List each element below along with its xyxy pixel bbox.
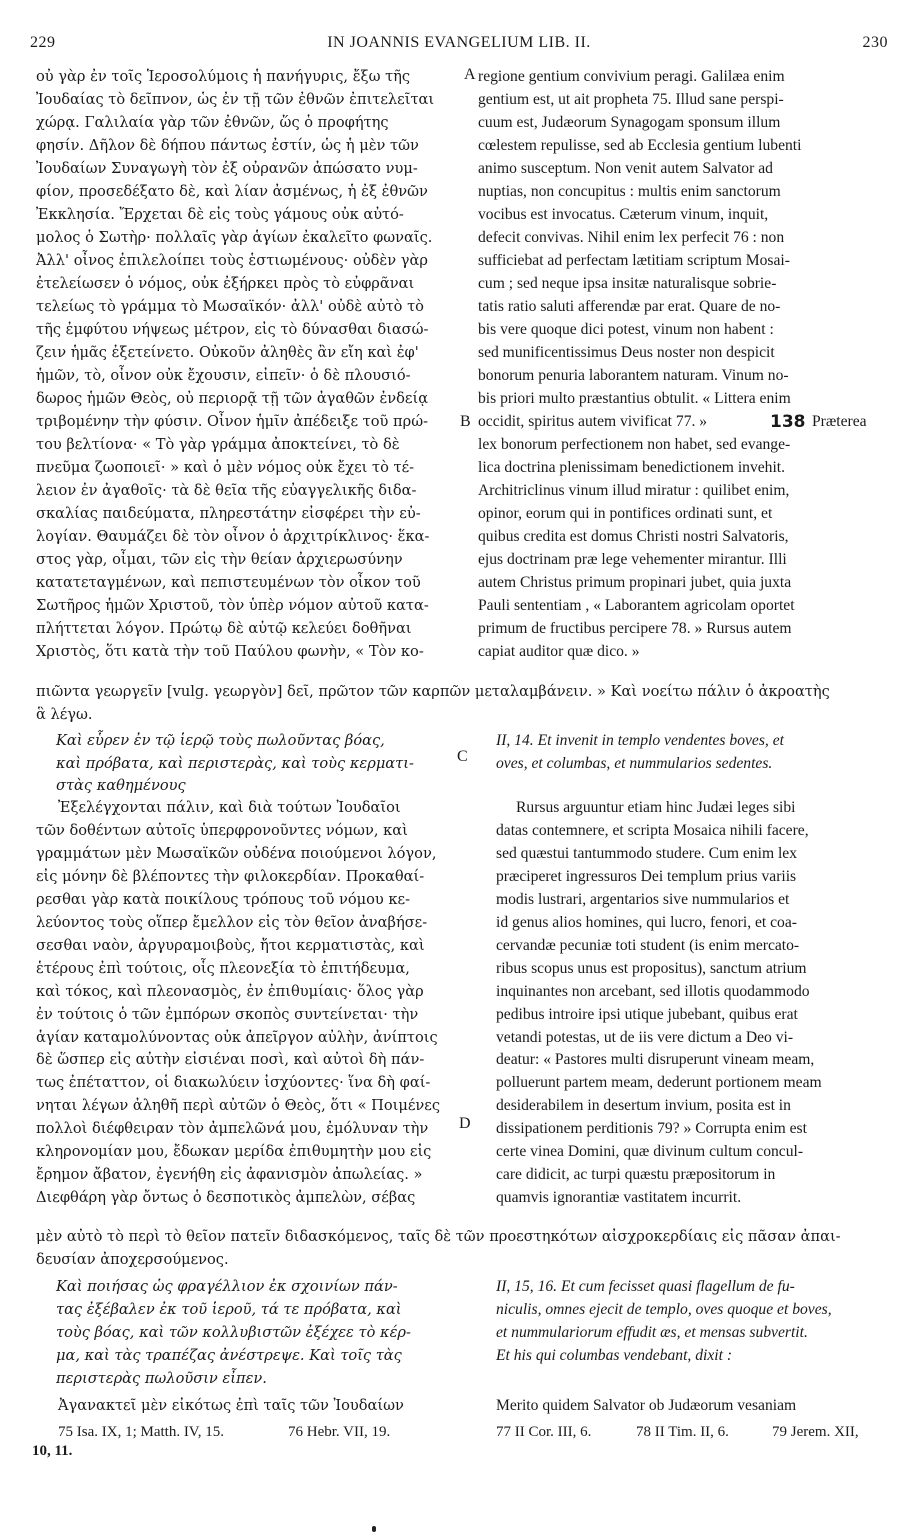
greek-lemma-line: στὰς καθημένους bbox=[56, 777, 186, 794]
greek-text-line: Ἐξελέγχονται πάλιν, καὶ διὰ τούτων Ἰουδαῖοι bbox=[58, 799, 401, 816]
latin-text-line: cœlestem repulisse, sed ab Ecclesia gentium lubenti bbox=[478, 137, 802, 154]
greek-text-line: Ἰουδαίων Συναγωγὴ τὸν ἐξ οὐρανῶν ἀπώσατο νυμ- bbox=[36, 160, 418, 177]
latin-text-line: bis priori multo præstantius obtulit. « Littera enim bbox=[478, 390, 791, 407]
footnote-78: 78 II Tim. II, 6. bbox=[636, 1424, 729, 1440]
greek-lemma-line: τοὺς βόας, καὶ τῶν κολλυβιστῶν ἐξέχεε τὸ κέρ- bbox=[56, 1324, 411, 1341]
greek-text-line: Ἀλλ' οἶνος ἐπιλελοίπει τοὺς ἑστιωμένους· οὐδὲν γὰρ bbox=[36, 252, 428, 269]
margin-letter-a: A bbox=[464, 66, 476, 83]
latin-text-line: regione gentium convivium peragi. Galilæa enim bbox=[478, 68, 785, 85]
latin-text-line: datas contemnere, et scripta Mosaica nihili facere, bbox=[496, 821, 809, 839]
greek-lemma-line: μα, καὶ τὰς τραπέζας ἀνέστρεψε. Καὶ τοῖς τὰς bbox=[56, 1347, 402, 1364]
greek-text-line: ἡμῶν, τὸ, οἶνον οὐκ ἔχουσιν, εἰπεῖν· ὁ δὲ πλουσιό- bbox=[36, 367, 411, 384]
latin-text-line: sufficiebat ad perfectam lætitiam scriptum Mosai- bbox=[478, 252, 790, 269]
latin-lemma-line: Et his qui columbas vendebant, dixit : bbox=[496, 1347, 733, 1364]
latin-text-line: cuum est, Judæorum Synagogam sponsum illum bbox=[478, 114, 781, 131]
greek-text-line: τως ἐπέταττον, οἱ διακωλύειν ἰσχύοντες· ἵνα δὴ φαί- bbox=[36, 1074, 431, 1092]
greek-text-line: πλήττεται λόγον. Πρώτῳ δὲ αὐτῷ κελεύει δοθῆναι bbox=[36, 620, 412, 637]
greek-text-line: μολος ὁ Σωτὴρ· πολλαῖς γὰρ ἁγίων ἐκαλεῖτο φωναῖς. bbox=[36, 229, 433, 246]
latin-text-line: bis vere quoque dici potest, vinum non habent : bbox=[478, 321, 774, 338]
latin-text-line: sed quæstui tantummodo studere. Cum enim lex bbox=[496, 844, 798, 862]
greek-text-line: λογίαν. Θαυμάζει δὲ τὸν οἶνον ὁ ἀρχιτρίκλινος· ἕκα- bbox=[36, 528, 430, 545]
latin-text-line: vocibus est invocatus. Cæterum vinum, inquit, bbox=[478, 206, 769, 223]
greek-text-line: του βελτίονα· « Τὸ γὰρ γράμμα ἀποκτείνει, τὸ δὲ bbox=[36, 436, 400, 453]
latin-text-line: primum de fructibus percipere 78. » Rursus autem bbox=[478, 620, 792, 637]
footnote-75: 75 Isa. IX, 1; Matth. IV, 15. bbox=[58, 1424, 224, 1440]
latin-text-line: care didicit, ac turpi quæstu præpositorum in bbox=[496, 1166, 776, 1184]
latin-text-line: deatur: « Pastores multi disruperunt vineam meam, bbox=[496, 1051, 815, 1069]
greek-text-line: κληρονομίαν μου, ἔδωκαν μερίδα ἐπιθυμητὴν μου εἰς bbox=[36, 1143, 432, 1161]
latin-text-line: polluerunt partem meam, dederunt portionem meam bbox=[496, 1074, 822, 1092]
running-title: IN JOANNIS EVANGELIUM LIB. II. bbox=[327, 34, 591, 51]
greek-text-line: λειον ἐν ἀγαθοῖς· τὰ δὲ θεῖα τῆς εὐαγγελικῆς διδα- bbox=[36, 482, 417, 499]
latin-text-line: dissipationem perditionis 79? » Corrupta enim est bbox=[496, 1120, 807, 1138]
greek-text-line: Ἐκκλησία. Ἔρχεται δὲ εἰς τοὺς γάμους οὐκ αὐτό- bbox=[36, 206, 404, 223]
latin-text-line: cum ; sed neque ipsa insitæ naturalisque sobrie- bbox=[478, 275, 777, 292]
greek-text-line: ρεσθαι γὰρ κατὰ ποικίλους τρόπους τοῦ νόμου κε- bbox=[36, 890, 411, 908]
ink-speck bbox=[372, 1526, 376, 1532]
latin-text-line: vetandi potestas, ut de iis vere dictum a Deo vi- bbox=[496, 1028, 794, 1046]
footnote-79: 79 Jerem. XII, bbox=[772, 1424, 859, 1440]
greek-text-line: οὐ γὰρ ἐν τοῖς Ἱεροσολύμοις ἡ πανήγυρις, ἔξω τῆς bbox=[36, 68, 411, 85]
greek-last-line: Ἀγανακτεῖ μὲν εἰκότως ἐπὶ ταῖς τῶν Ἰουδαίων bbox=[58, 1397, 404, 1414]
latin-text-line: opinor, eorum qui in pontifices ordinati sunt, et bbox=[478, 505, 773, 522]
greek-lemma-line: Καὶ ποιήσας ὡς φραγέλλιον ἐκ σχοινίων πάν- bbox=[56, 1278, 398, 1295]
latin-text-line: nuptias, non concupitus : multis enim sanctorum bbox=[478, 183, 781, 200]
latin-text-line: autem Christus primum propinari jubet, quia juxta bbox=[478, 574, 792, 591]
latin-text-line: animo susceptum. Non venit autem Salvator ad bbox=[478, 160, 773, 177]
greek-text-line: πνεῦμα ζωοποιεῖ· » καὶ ὁ μὲν νόμος οὐκ ἔχει τὸ τέ- bbox=[36, 459, 415, 476]
latin-text-line: defecit convivas. Nihil enim lex perfecit 76 : non bbox=[478, 229, 785, 246]
greek-text-line: σκαλίας παιδεύματα, πληρεστάτην εἰσφέρει τὴν εὐ- bbox=[36, 505, 421, 522]
latin-text-line: quibus credita est domus Christi nostri Salvatoris, bbox=[478, 528, 789, 545]
margin-letter-c: C bbox=[457, 748, 468, 765]
greek-text-line: Διεφθάρη γὰρ ὄντως ὁ δεσποτικὸς ἀμπελὼν, σέβας bbox=[36, 1189, 416, 1207]
latin-text-line: certe vinea Domini, quæ divinum cultum concul- bbox=[496, 1143, 804, 1161]
page-number-left: 229 bbox=[30, 34, 56, 51]
latin-lemma-line: II, 14. Et invenit in templo vendentes boves, et bbox=[496, 732, 784, 749]
latin-lemma-line: et nummulariorum effudit æs, et mensas subvertit. bbox=[496, 1324, 808, 1341]
greek-text-line: τῆς ἐμφύτου νήψεως μέτρον, εἰς τὸ δύνασθαι διασώ- bbox=[36, 321, 429, 338]
greek-spanning-line-end: ἃ λέγω. bbox=[36, 706, 93, 723]
latin-lemma-line: oves, et columbas, et nummularios sedentes. bbox=[496, 754, 773, 772]
latin-last-line: Merito quidem Salvator ob Judæorum vesaniam bbox=[496, 1397, 797, 1414]
greek-text-line: νηται λέγων ἀληθῆ περὶ αὐτῶν ὁ Θεὸς, ὅτι « Ποιμένες bbox=[36, 1097, 441, 1115]
greek-text-line: δὲ ὥσπερ εἰς αὐτὴν εἰσιέναι ποσὶ, καὶ αὐτοὶ δὴ πάν- bbox=[36, 1051, 425, 1069]
latin-text-line: Præterea bbox=[812, 413, 867, 430]
latin-text-line: lica doctrina plenissimam benedictionem invehit. bbox=[478, 459, 786, 476]
latin-text-line: quamvis ignorantiæ vastitatem incurrit. bbox=[496, 1189, 742, 1207]
latin-text-line: sed munificentissimus Deus noster non despicit bbox=[478, 344, 775, 361]
greek-text-line: ἐτελείωσεν ὁ νόμος, οὐκ ἐξήρκει πρὸς τὸ εὐφρᾶναι bbox=[36, 275, 415, 292]
column-number: 138 bbox=[770, 412, 806, 432]
footnote-continued: 10, 11. bbox=[32, 1443, 73, 1459]
greek-text-line: χώρᾳ. Γαλιλαία γὰρ τῶν ἐθνῶν, ὥς ὁ προφήτης bbox=[36, 114, 389, 131]
greek-text-line: ζειν ἡμᾶς ἐξετείνετο. Οὐκοῦν ἀληθὲς ἂν εἴη καὶ ἐφ' bbox=[36, 344, 419, 361]
latin-text-line: occidit, spiritus autem vivificat 77. » bbox=[478, 413, 708, 430]
latin-text-line: gentium est, ut ait propheta 75. Illud sane perspi- bbox=[478, 91, 784, 108]
greek-text-line: Χριστὸς, ὅτι κατὰ τὴν τοῦ Παύλου φωνὴν, « Τὸν κο- bbox=[36, 643, 424, 660]
greek-lemma-line: τας ἐξέβαλεν ἐκ τοῦ ἱεροῦ, τά τε πρόβατα, καὶ bbox=[56, 1301, 402, 1318]
greek-text-line: λεύοντος τοὺς οἵπερ ἔμελλον εἰς τὸν θεῖον ἀναβήσε- bbox=[36, 913, 428, 931]
latin-text-line: præciperet ingressuros Dei templum prius variis bbox=[496, 867, 797, 885]
greek-text-line: Ἰουδαίας τὸ δεῖπνον, ὡς ἐν τῇ τῶν ἐθνῶν ἐπιτελεῖται bbox=[36, 91, 435, 108]
latin-text-line: Pauli sententiam , « Laborantem agricolam oportet bbox=[478, 597, 795, 614]
greek-spanning-line-2: μὲν αὐτὸ τὸ περὶ τὸ θεῖον πατεῖν διδασκόμενος, ταῖς δὲ τῶν προεστηκότων αἰσχροκερδίαις εἰς πᾶσαν ἀπαι- bbox=[36, 1228, 841, 1245]
greek-spanning-line: πιῶντα γεωργεῖν [vulg. γεωργὸν] δεῖ, πρῶτον τῶν καρπῶν μεταλαμβάνειν. » Καὶ νοείτω πάλιν ὁ ἀκροατὴς bbox=[36, 683, 830, 700]
latin-text-line: desiderabilem in desertum invium, posita est in bbox=[496, 1097, 791, 1115]
greek-text-line: κατατεταγμένων, καὶ πεπιστευμένων τὸν οἶκον τοῦ bbox=[36, 574, 421, 591]
latin-text-line: inquinantes non arcebant, sed illotis quodammodo bbox=[496, 982, 810, 1000]
greek-lemma-line: περιστερὰς πωλοῦσιν εἶπεν. bbox=[56, 1370, 267, 1387]
footnote-77: 77 II Cor. III, 6. bbox=[496, 1424, 592, 1440]
greek-text-line: γραμμάτων μὲν Μωσαϊκῶν οὐδένα ποιούμενοι λόγον, bbox=[36, 844, 437, 862]
greek-lemma-line: καὶ πρόβατα, καὶ περιστερὰς, καὶ τοὺς κερματι- bbox=[56, 754, 414, 772]
page-number-right: 230 bbox=[862, 34, 888, 51]
greek-text-line: πολλοὶ διέφθειραν τὸν ἀμπελῶνά μου, ἐμόλυναν τὴν bbox=[36, 1120, 429, 1138]
latin-text-line: pedibus introire ipsi utique jubebant, quibus erat bbox=[496, 1005, 798, 1023]
latin-text-line: modis lustrari, argentarios sive nummularios et bbox=[496, 890, 790, 908]
latin-text-line: id genus alios homines, qui lucro, fenori, et coa- bbox=[496, 913, 797, 931]
latin-text-line: cervandæ pecuniæ toti student (is enim mercato- bbox=[496, 936, 800, 954]
greek-text-line: σεσθαι ναὸν, ἀργυραμοιβοὺς, ἤτοι κερματιστὰς, καὶ bbox=[36, 936, 425, 954]
latin-text-line: Architriclinus vinum illud miratur : quilibet enim, bbox=[478, 482, 790, 499]
greek-text-line: τῶν δοθέντων αὐτοῖς ὑπερφρονοῦντες νόμων, καὶ bbox=[36, 821, 408, 839]
latin-text-line: bonorum penuria laborantem naturam. Vinum no- bbox=[478, 367, 789, 384]
latin-lemma-line: niculis, omnes ejecit de templo, oves quoque et boves, bbox=[496, 1301, 832, 1318]
greek-text-line: ἐν τούτοις ὁ τῶν ἐμπόρων σκοπὸς συντείνεται· τὴν bbox=[36, 1005, 419, 1023]
greek-lemma-line: Καὶ εὗρεν ἐν τῷ ἱερῷ τοὺς πωλοῦντας βόας, bbox=[56, 732, 385, 749]
greek-text-line: φίον, προσεδέξατο δὲ, καὶ λίαν ἀσμένως, ἡ ἐξ ἐθνῶν bbox=[36, 183, 428, 200]
greek-text-line: ἔρημον ἄβατον, ἐγενήθη εἰς ἀφανισμὸν ἀπωλείας. » bbox=[36, 1166, 423, 1184]
greek-text-line: καὶ τόκος, καὶ πλεονασμὸς, ἐν ἐπιθυμίαις· ὅλος γὰρ bbox=[36, 982, 424, 1000]
latin-lemma-line: II, 15, 16. Et cum fecisset quasi flagellum de fu- bbox=[496, 1278, 795, 1295]
latin-text-line: Rursus arguuntur etiam hinc Judæi leges sibi bbox=[516, 799, 796, 816]
greek-text-line: εἰς μόνην δὲ βλέποντες τὴν φιλοκερδίαν. Προκαθαί- bbox=[36, 867, 425, 885]
latin-text-line: ejus doctrinam præ lege vehementer mirantur. Illi bbox=[478, 551, 787, 568]
greek-text-line: τριβομένην τὴν φύσιν. Οἶνον ἡμῖν ἀπέδειξε τοῦ πρώ- bbox=[36, 413, 429, 430]
margin-letter-b: B bbox=[460, 413, 471, 430]
greek-text-line: στος γὰρ, οἶμαι, τῶν εἰς τὴν θείαν ἀρχιερωσύνην bbox=[36, 551, 403, 568]
greek-text-line: τελείως τὸ γράμμα τὸ Μωσαϊκόν· ἀλλ' οὐδὲ αὐτὸ τὸ bbox=[36, 298, 424, 315]
running-header bbox=[30, 34, 888, 56]
margin-letter-d: D bbox=[459, 1115, 471, 1132]
greek-text-line: Σωτῆρος ἡμῶν Χριστοῦ, τὸν ὑπὲρ νόμον αὐτοῦ κατα- bbox=[36, 597, 429, 614]
greek-text-line: δωρος ἡμῶν Θεὸς, οὐ περιορᾷ τῇ τῶν ἀγαθῶν ἐνδείᾳ bbox=[36, 390, 429, 407]
latin-text-line: lex bonorum perfectionem non habet, sed evange- bbox=[478, 436, 791, 453]
greek-text-line: ἁγίαν καταμολύνοντας οὐκ ἀπεῖργον αὐλὴν, ἀνίπτοις bbox=[36, 1028, 438, 1046]
latin-text-line: capiat auditor quæ dico. » bbox=[478, 643, 640, 660]
footnote-76: 76 Hebr. VII, 19. bbox=[288, 1424, 391, 1440]
latin-text-line: ribus scopus unus est propositus), sanctum atrium bbox=[496, 959, 807, 977]
greek-text-line: φησίν. Δῆλον δὲ δήπου πάντως ἐστίν, ὡς ἡ μὲν τῶν bbox=[36, 137, 419, 154]
greek-spanning-line-2-end: δευσίαν ἀποχερσούμενος. bbox=[36, 1251, 229, 1268]
greek-text-line: ἑτέρους ἐπὶ τούτοις, οἷς πλεονεξία τὸ ἐπιτήδευμα, bbox=[36, 959, 410, 977]
latin-text-line: tatis ratio saluti afferendæ par erat. Quare de no- bbox=[478, 298, 781, 315]
